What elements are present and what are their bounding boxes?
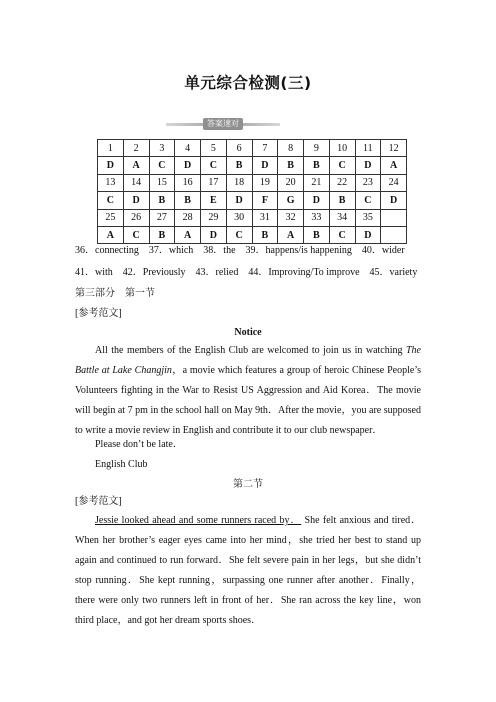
question-number-cell: 5 [201, 140, 227, 157]
answer-cell: D [381, 192, 407, 209]
answer-cell: B [304, 157, 330, 174]
answer-row [98, 226, 407, 243]
question-number-cell: 15 [149, 174, 175, 191]
answer-cell: D [226, 192, 252, 209]
banner-label: 答案速对 [203, 118, 243, 130]
answer-cell: D [304, 192, 330, 209]
answer-cell: E [201, 192, 227, 209]
answer-table [97, 139, 407, 244]
movie-title: The Battle at Lake Changjin [75, 345, 421, 376]
answer-cell: C [123, 226, 149, 243]
question-number-cell: 28 [175, 209, 201, 226]
answer-cell: B [149, 226, 175, 243]
question-number-cell: 16 [175, 174, 201, 191]
answer-key-banner [166, 116, 280, 131]
answer-cell: D [355, 226, 381, 243]
section2-heading: 第二节 [233, 479, 263, 490]
reference-label-1: [参考范文] [75, 308, 122, 319]
answer-cell [381, 226, 407, 243]
story-given-sentence: Jessie looked ahead and some runners raced by． [95, 515, 302, 526]
question-number-cell: 22 [329, 174, 355, 191]
answer-cell: B [329, 192, 355, 209]
question-number-cell: 17 [201, 174, 227, 191]
answer-cell: D [201, 226, 227, 243]
notice-title: Notice [234, 327, 262, 338]
answer-cell: C [355, 192, 381, 209]
answer-cell: D [98, 157, 124, 174]
story-text: She felt anxious and tired．When her brother’s eager eyes came into her mind，she tried her best to stand up again and continued to run forward．She felt severe pain in her legs，but she didn’t stop running．She kept running，surpassing one runner after another．Finally，there were only two runners left in front of her．She ran across the key line，won third place，and got her dream sports shoes． [75, 515, 422, 626]
question-number-row [98, 209, 407, 226]
answer-cell: G [278, 192, 304, 209]
answer-cell: B [226, 157, 252, 174]
question-number-cell: 11 [355, 140, 381, 157]
question-number-cell: 21 [304, 174, 330, 191]
question-number-cell: 4 [175, 140, 201, 157]
answer-cell: C [329, 157, 355, 174]
answer-row [98, 192, 407, 209]
question-number-cell: 32 [278, 209, 304, 226]
page-title: 单元综合检测(三) [184, 74, 312, 92]
question-number-cell: 9 [304, 140, 330, 157]
notice-body [75, 341, 421, 441]
answer-cell: B [278, 157, 304, 174]
answer-cell: D [355, 157, 381, 174]
question-number-cell: 30 [226, 209, 252, 226]
question-number-cell: 35 [355, 209, 381, 226]
notice-late: Please don’t be late． [95, 439, 183, 450]
reference-label-2: [参考范文] [75, 496, 122, 507]
question-number-cell: 20 [278, 174, 304, 191]
question-number-cell: 8 [278, 140, 304, 157]
notice-text-a: All the members of the English Club are welcomed to join us in watching [95, 345, 406, 356]
fill-answers-line-2: 41．with 42．Previously 43．relied 44．Improving/To improve 45．variety [75, 267, 418, 278]
question-number-row [98, 140, 407, 157]
answer-cell: A [98, 226, 124, 243]
story-paragraph [75, 511, 421, 631]
question-number-cell: 14 [123, 174, 149, 191]
question-number-cell: 1 [98, 140, 124, 157]
question-number-row [98, 174, 407, 191]
question-number-cell: 34 [329, 209, 355, 226]
answer-cell: D [252, 157, 278, 174]
question-number-cell: 31 [252, 209, 278, 226]
question-number-cell: 19 [252, 174, 278, 191]
answer-cell: C [226, 226, 252, 243]
answer-cell: C [149, 157, 175, 174]
answer-cell: B [175, 192, 201, 209]
part3-heading: 第三部分 第一节 [75, 288, 155, 299]
question-number-cell: 18 [226, 174, 252, 191]
answer-cell: C [201, 157, 227, 174]
question-number-cell: 12 [381, 140, 407, 157]
question-number-cell: 25 [98, 209, 124, 226]
question-number-cell: 3 [149, 140, 175, 157]
answer-cell: D [123, 192, 149, 209]
answer-cell: A [381, 157, 407, 174]
question-number-cell: 2 [123, 140, 149, 157]
question-number-cell: 29 [201, 209, 227, 226]
answer-cell: D [175, 157, 201, 174]
answer-cell: B [252, 226, 278, 243]
notice-text-b: ，a movie which features a group of heroic Chinese People’s Volunteers fighting in the War to Resist US Aggression and Aid Korea．The movie will begin at 7 pm in the school hall on May 9th．After the movie，you are supposed to write a movie review in English and contribute it to our club newspaper． [75, 365, 421, 436]
notice-signature: English Club [95, 459, 148, 470]
question-number-cell [381, 209, 407, 226]
answer-cell: C [329, 226, 355, 243]
answer-row [98, 157, 407, 174]
question-number-cell: 10 [329, 140, 355, 157]
question-number-cell: 13 [98, 174, 124, 191]
question-number-cell: 24 [381, 174, 407, 191]
answer-cell: C [98, 192, 124, 209]
question-number-cell: 27 [149, 209, 175, 226]
question-number-cell: 23 [355, 174, 381, 191]
question-number-cell: 33 [304, 209, 330, 226]
answer-cell: A [123, 157, 149, 174]
question-number-cell: 6 [226, 140, 252, 157]
question-number-cell: 7 [252, 140, 278, 157]
question-number-cell: 26 [123, 209, 149, 226]
answer-cell: A [175, 226, 201, 243]
answer-cell: B [149, 192, 175, 209]
fill-answers-line-1: 36．connecting 37．which 38．the 39．happens/is happening 40．wider [75, 245, 405, 256]
answer-cell: B [304, 226, 330, 243]
answer-cell: F [252, 192, 278, 209]
answer-cell: A [278, 226, 304, 243]
